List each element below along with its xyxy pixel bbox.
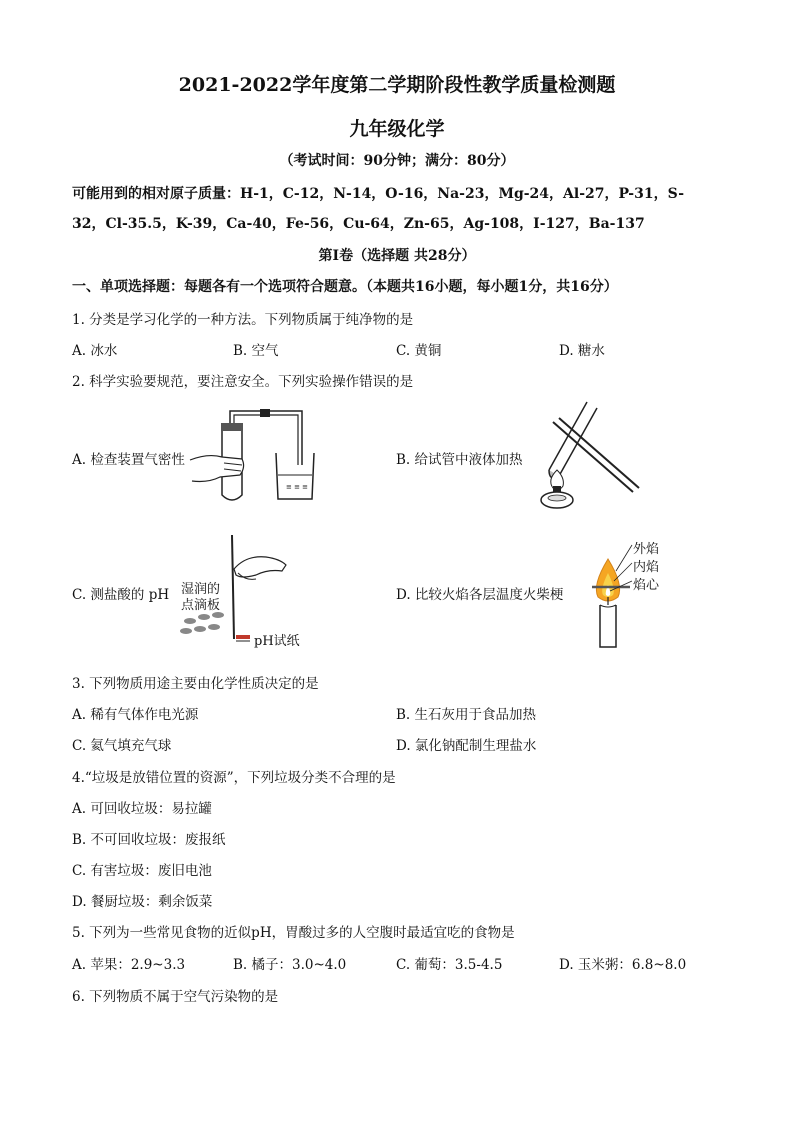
q3-option-c: C. 氦气填充气球 xyxy=(72,738,172,754)
exam-title: 2021-2022学年度第二学期阶段性教学质量检测题 xyxy=(178,74,616,96)
exam-subject: 九年级化学 xyxy=(349,118,445,140)
q4-option-d: D. 餐厨垃圾：剩余饭菜 xyxy=(72,894,213,910)
q5-option-a: A. 苹果：2.9~3.3 xyxy=(72,957,186,973)
question-5-stem: 5. 下列为一些常见食物的近似pH，胃酸过多的人空腹时最适宜吃的食物是 xyxy=(72,925,515,941)
inner-flame-label: 内焰 xyxy=(633,560,660,575)
q2-option-b: B. 给试管中液体加热 xyxy=(396,452,523,468)
outer-flame-label: 外焰 xyxy=(633,542,660,557)
q2-option-d: D. 比较火焰各层温度火柴梗 xyxy=(396,587,564,603)
wet-plate-label-line-2: 点滴板 xyxy=(181,598,221,613)
q5-option-d: D. 玉米粥：6.8~8.0 xyxy=(559,957,687,973)
q1-option-d: D. 糖水 xyxy=(559,343,605,359)
q3-option-b: B. 生石灰用于食品加热 xyxy=(396,707,537,723)
q1-option-b: B. 空气 xyxy=(233,343,279,359)
q3-option-a: A. 稀有气体作电光源 xyxy=(72,707,199,723)
question-6-stem: 6. 下列物质不属于空气污染物的是 xyxy=(72,989,279,1005)
svg-text:≡ ≡ ≡: ≡ ≡ ≡ xyxy=(286,483,309,491)
part-title: 第Ⅰ卷（选择题 共28分） xyxy=(318,248,476,264)
question-2-stem: 2. 科学实验要规范，要注意安全。下列实验操作错误的是 xyxy=(72,374,414,390)
q2-option-a: A. 检查装置气密性 xyxy=(72,452,185,468)
section-title: 一、单项选择题：每题各有一个选项符合题意。（本题共16小题，每小题1分，共16分） xyxy=(72,279,618,295)
atomic-masses-line-1: 可能用到的相对原子质量：H-1，C-12，N-14，O-16，Na-23，Mg-24，Al-27，P-31，S- xyxy=(72,186,685,202)
q4-option-c: C. 有害垃圾：废旧电池 xyxy=(72,863,212,879)
question-1-stem: 1. 分类是学习化学的一种方法。下列物质属于纯净物的是 xyxy=(72,312,414,328)
q2-option-c: C. 测盐酸的 pH xyxy=(72,587,170,603)
airtightness-check-figure xyxy=(190,405,330,505)
atomic-masses-line-2: 32，Cl-35.5，K-39，Ca-40，Fe-56，Cu-64，Zn-65，Ag-108，I-127，Ba-137 xyxy=(72,216,645,232)
q1-option-a: A. 冰水 xyxy=(72,343,118,359)
exam-info: （考试时间：90分钟；满分：80分） xyxy=(279,153,515,169)
wet-plate-label-line-1: 湿润的 xyxy=(181,582,221,597)
question-3-stem: 3. 下列物质用途主要由化学性质决定的是 xyxy=(72,676,319,692)
q5-option-c: C. 葡萄：3.5-4.5 xyxy=(396,957,503,973)
q1-option-c: C. 黄铜 xyxy=(396,343,442,359)
q4-option-b: B. 不可回收垃圾：废报纸 xyxy=(72,832,226,848)
q4-option-a: A. 可回收垃圾：易拉罐 xyxy=(72,801,212,817)
q5-option-b: B. 橘子：3.0~4.0 xyxy=(233,957,347,973)
heating-liquid-figure xyxy=(535,400,645,510)
question-4-stem: 4.“垃圾是放错位置的资源”，下列垃圾分类不合理的是 xyxy=(72,770,396,786)
flame-core-label: 焰心 xyxy=(633,578,660,593)
q3-option-d: D. 氯化钠配制生理盐水 xyxy=(396,738,537,754)
ph-paper-label: pH试纸 xyxy=(254,634,300,649)
